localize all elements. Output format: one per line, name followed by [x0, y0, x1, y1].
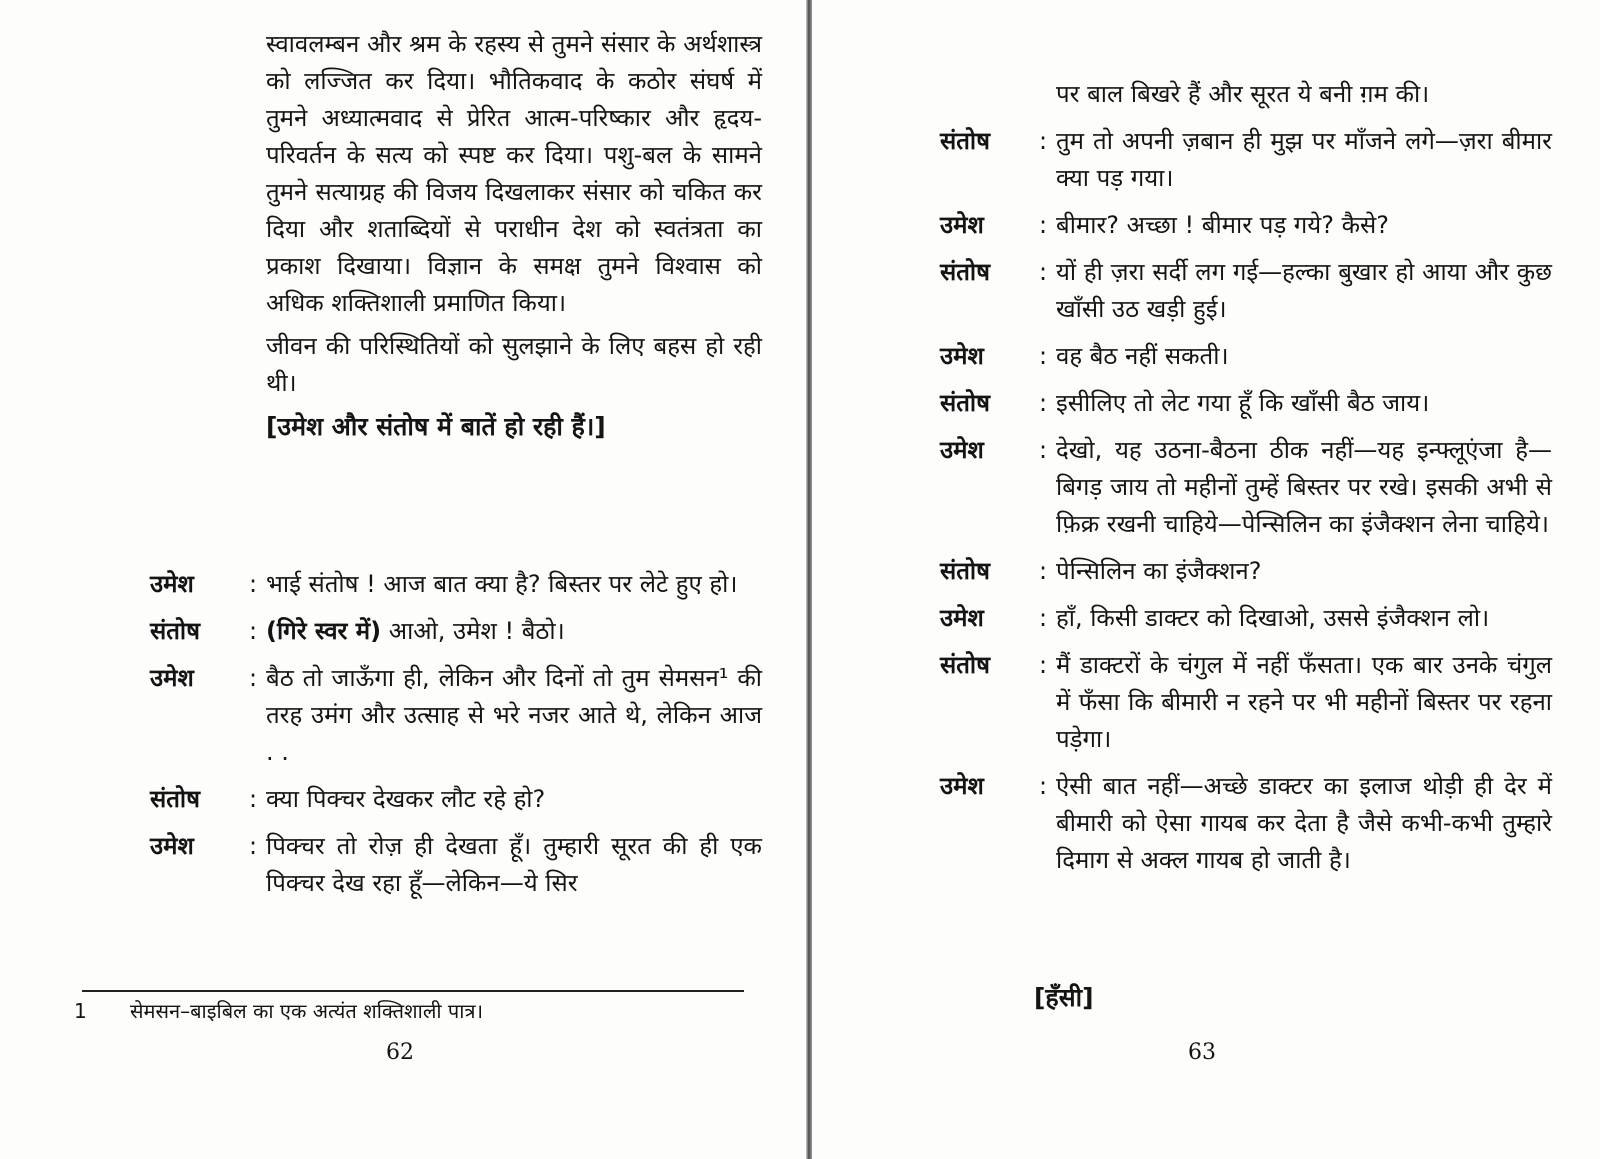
colon: :: [248, 570, 258, 598]
dialogue-text: क्या पिक्चर देखकर लौट रहे हो?: [266, 785, 546, 813]
footnote-text: सेमसन–बाइबिल का एक अत्यंत शक्तिशाली पात्र।: [130, 999, 484, 1023]
dialogue-text: पर बाल बिखरे हैं और सूरत ये बनी ग़म की।: [1056, 80, 1430, 108]
speaker: संतोष: [940, 127, 990, 155]
dialogue-line: [940, 647, 1552, 758]
left-body-text: [266, 26, 762, 455]
dialogue-text: [266, 613, 762, 650]
colon: :: [1038, 127, 1048, 155]
dialogue-line: [940, 600, 1552, 637]
dialogue-text: देखो, यह उठना-बैठना ठीक नहीं—यह इन्फ्लूएंजा है—बिगड़ जाय तो महीनों तुम्हें बिस्तर पर रखे। इसकी अभी से फ़िक्र रखनी चाहिये—पेन्सिलिन का इंजैक्शन लेना चाहिये।: [1056, 436, 1552, 538]
colon: :: [248, 832, 258, 860]
right-dialogue: [940, 76, 1552, 889]
speaker: उमेश: [940, 342, 984, 370]
dialogue-line: [940, 254, 1552, 328]
speaker: संतोष: [940, 557, 990, 585]
colon: :: [248, 785, 258, 813]
dialogue-line: [150, 613, 762, 650]
dialogue-text: पेन्सिलिन का इंजैक्शन?: [1056, 557, 1262, 585]
footnote-mark: 1: [74, 999, 87, 1023]
stage-direction: [उमेश और संतोष में बातें हो रही हैं।]: [266, 412, 606, 441]
dialogue-line: [940, 768, 1552, 879]
colon: :: [1038, 557, 1048, 585]
dialogue-text: वह बैठ नहीं सकती।: [1056, 342, 1229, 370]
colon: :: [1038, 436, 1048, 464]
colon: :: [1038, 342, 1048, 370]
colon: :: [1038, 604, 1048, 632]
dialogue-line: [940, 553, 1552, 590]
speaker: उमेश: [940, 772, 984, 800]
footnote-divider: [82, 990, 744, 992]
dialogue-line: [940, 432, 1552, 543]
dialogue-line: [150, 781, 762, 818]
dialogue-text: ऐसी बात नहीं—अच्छे डाक्टर का इलाज थोड़ी ही देर में बीमारी को ऐसा गायब कर देता है जैसे कभी-कभी तुम्हारे दिमाग से अक्ल गायब हो जाती है।: [1056, 772, 1552, 874]
right-page: [812, 0, 1600, 1159]
dialogue-words: आओ, उमेश ! बैठो।: [388, 617, 565, 645]
footnote: [74, 996, 754, 1026]
dialogue-text: मैं डाक्टरों के चंगुल में नहीं फँसता। एक बार उनके चंगुल में फँसा कि बीमारी न रहने पर भी महीनों बिस्तर पर रहना पड़ेगा।: [1056, 651, 1552, 753]
dialogue-text: यों ही ज़रा सर्दी लग गई—हल्का बुखार हो आया और कुछ खाँसी उठ खड़ी हुई।: [1056, 258, 1552, 323]
continuation-line: [940, 76, 1552, 113]
paragraph: स्वावलम्बन और श्रम के रहस्य से तुमने संसार के अर्थशास्त्र को लज्जित कर दिया। भौतिकवाद के कठोर संघर्ष में तुमने अध्यात्मवाद से प्रेरित आत्म-परिष्कार और हृदय-परिवर्तन के सत्य को स्पष्ट कर दिया। पशु-बल के सामने तुमने सत्याग्रह की विजय दिखलाकर संसार को चकित कर दिया और शताब्दियों से पराधीन देश को स्वतंत्रता का प्रकाश दिखाया। विज्ञान के समक्ष तुमने विश्वास को अधिक शक्तिशाली प्रमाणित किया।: [266, 30, 762, 317]
speaker: उमेश: [940, 604, 984, 632]
dialogue-line: [940, 385, 1552, 422]
speaker: संतोष: [940, 651, 990, 679]
left-dialogue: [150, 566, 762, 912]
dialogue-text: तुम तो अपनी ज़बान ही मुझ पर माँजने लगे—ज़रा बीमार क्या पड़ गया।: [1056, 127, 1552, 192]
speaker: संतोष: [150, 785, 200, 813]
page-number: 62: [386, 1040, 414, 1065]
colon: :: [1038, 211, 1048, 239]
dialogue-text: बीमार? अच्छा ! बीमार पड़ गये? कैसे?: [1056, 211, 1389, 239]
stage-cue: (गिरे स्वर में): [266, 617, 382, 645]
colon: :: [1038, 651, 1048, 679]
speaker: संतोष: [940, 389, 990, 417]
speaker: संतोष: [150, 617, 200, 645]
paragraph: जीवन की परिस्थितियों को सुलझाने के लिए बहस हो रही थी।: [266, 332, 762, 397]
dialogue-line: [940, 338, 1552, 375]
dialogue-text: हाँ, किसी डाक्टर को दिखाओ, उससे इंजैक्शन लो।: [1056, 604, 1490, 632]
speaker: उमेश: [940, 436, 984, 464]
dialogue-text: भाई संतोष ! आज बात क्या है? बिस्तर पर लेटे हुए हो।: [266, 570, 738, 598]
colon: :: [1038, 772, 1048, 800]
colon: :: [1038, 389, 1048, 417]
speaker: संतोष: [940, 258, 990, 286]
page-number: 63: [1188, 1040, 1216, 1065]
dialogue-line: [150, 566, 762, 603]
dialogue-line: [940, 123, 1552, 197]
speaker: उमेश: [150, 570, 194, 598]
speaker: उमेश: [150, 664, 194, 692]
dialogue-line: [940, 207, 1552, 244]
dialogue-line: [150, 660, 762, 771]
colon: :: [1038, 258, 1048, 286]
dialogue-line: [150, 828, 762, 902]
stage-direction: [हँसी]: [1034, 983, 1094, 1012]
colon: :: [248, 617, 258, 645]
speaker: उमेश: [150, 832, 194, 860]
speaker: उमेश: [940, 211, 984, 239]
dialogue-text: बैठ तो जाऊँगा ही, लेकिन और दिनों तो तुम सेमसन¹ की तरह उमंग और उत्साह से भरे नजर आते थे, लेकिन आज . .: [266, 664, 762, 766]
dialogue-text: पिक्चर तो रोज़ ही देखता हूँ। तुम्हारी सूरत की ही एक पिक्चर देख रहा हूँ—लेकिन—ये सिर: [266, 832, 762, 897]
colon: :: [248, 664, 258, 692]
dialogue-text: इसीलिए तो लेट गया हूँ कि खाँसी बैठ जाय।: [1056, 389, 1430, 417]
